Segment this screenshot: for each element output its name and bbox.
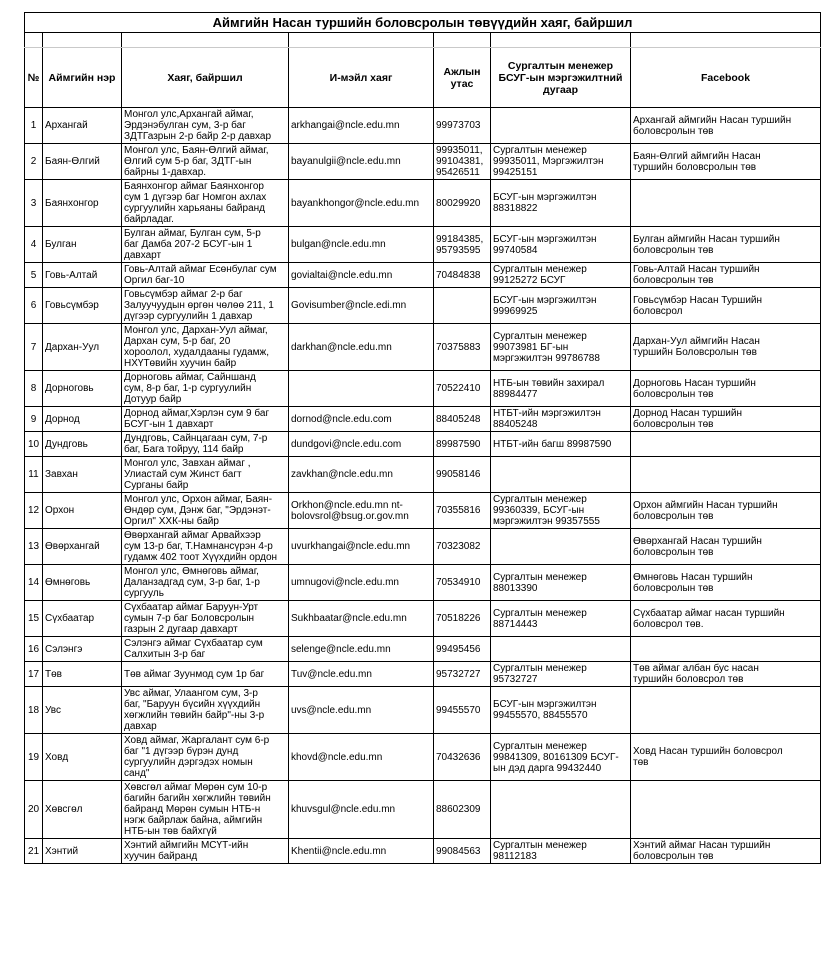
header-row bbox=[25, 48, 821, 108]
header-email: И-мэйл хаяг bbox=[289, 48, 434, 108]
cell-email: uvurkhangai@ncle.edu.mn bbox=[289, 529, 434, 565]
cell-no: 19 bbox=[25, 734, 43, 781]
cell-no: 9 bbox=[25, 407, 43, 432]
cell-no: 18 bbox=[25, 687, 43, 734]
cell-email: Khentii@ncle.edu.mn bbox=[289, 839, 434, 864]
cell-name: Ховд bbox=[43, 734, 122, 781]
table-row bbox=[25, 734, 821, 781]
cell-name: Хөвсгөл bbox=[43, 781, 122, 839]
cell-facebook bbox=[631, 781, 821, 839]
cell-name: Увс bbox=[43, 687, 122, 734]
cell-phone: 88405248 bbox=[434, 407, 491, 432]
cell-email: khuvsgul@ncle.edu.mn bbox=[289, 781, 434, 839]
cell-facebook: Ховд Насан туршийн боловсрол төв bbox=[631, 734, 821, 781]
table-row bbox=[25, 601, 821, 637]
cell-facebook bbox=[631, 432, 821, 457]
cell-phone: 70522410 bbox=[434, 371, 491, 407]
cell-facebook: Говь-Алтай Насан туршийн боловсролын төв bbox=[631, 263, 821, 288]
cell-email: bayankhongor@ncle.edu.mn bbox=[289, 180, 434, 227]
table-row bbox=[25, 288, 821, 324]
table-row bbox=[25, 687, 821, 734]
cell-manager: Сургалтын менежер 99360339, БСУГ-ын мэргэжилтэн 99357555 bbox=[491, 493, 631, 529]
cell-no: 16 bbox=[25, 637, 43, 662]
title-row bbox=[25, 13, 821, 33]
cell-no: 17 bbox=[25, 662, 43, 687]
cell-no: 11 bbox=[25, 457, 43, 493]
cell-address: Монгол улс, Өмнөговь аймаг, Даланзадгад сум, 3-р баг, 1-р сургууль bbox=[122, 565, 289, 601]
cell-email: bulgan@ncle.edu.mn bbox=[289, 227, 434, 263]
cell-email: dornod@ncle.edu.com bbox=[289, 407, 434, 432]
cell-address: Өвөрхангай аймаг Арвайхээр сум 13-р баг, Т.Намнансүрэн 4-р гудамж 402 тоот Хүүхдийн ордон bbox=[122, 529, 289, 565]
table-row bbox=[25, 324, 821, 371]
cell-address: Баянхонгор аймаг Баянхонгор сум 1 дүгээр баг Номгон ахлах сургуулийн харьяаны байранд байрладаг. bbox=[122, 180, 289, 227]
cell-manager: БСУГ-ын мэргэжилтэн 99969925 bbox=[491, 288, 631, 324]
table-row bbox=[25, 781, 821, 839]
cell-no: 21 bbox=[25, 839, 43, 864]
cell-name: Дорноговь bbox=[43, 371, 122, 407]
cell-name: Баян-Өлгий bbox=[43, 144, 122, 180]
spreadsheet bbox=[24, 12, 820, 864]
cell-name: Орхон bbox=[43, 493, 122, 529]
cell-email: selenge@ncle.edu.mn bbox=[289, 637, 434, 662]
cell-phone: 88602309 bbox=[434, 781, 491, 839]
cell-email: khovd@ncle.edu.mn bbox=[289, 734, 434, 781]
cell-name: Дорнод bbox=[43, 407, 122, 432]
cell-manager: Сургалтын менежер 88013390 bbox=[491, 565, 631, 601]
page-title: Аймгийн Насан туршийн боловсролын төвүүдийн хаяг, байршил bbox=[25, 13, 821, 33]
cell-facebook: Булган аймгийн Насан туршийн боловсролын төв bbox=[631, 227, 821, 263]
table-row bbox=[25, 144, 821, 180]
cell-name: Булган bbox=[43, 227, 122, 263]
cell-email: uvs@ncle.edu.mn bbox=[289, 687, 434, 734]
cell-phone: 99935011, 99104381, 95426511 bbox=[434, 144, 491, 180]
cell-manager: Сургалтын менежер 98112183 bbox=[491, 839, 631, 864]
cell-email: Orkhon@ncle.edu.mn nt- bolovsrol@bsug.or.gov.mn bbox=[289, 493, 434, 529]
cell-email: zavkhan@ncle.edu.mn bbox=[289, 457, 434, 493]
table-row bbox=[25, 457, 821, 493]
cell-manager: Сургалтын менежер 99935011, Мэргэжилтэн 99425151 bbox=[491, 144, 631, 180]
table-row bbox=[25, 263, 821, 288]
cell-address: Сүхбаатар аймаг Баруун-Урт сумын 7-р баг Боловсролын газрын 2 дугаар давхарт bbox=[122, 601, 289, 637]
table-row bbox=[25, 180, 821, 227]
cell-facebook: Сүхбаатар аймаг насан туршийн боловсрол төв. bbox=[631, 601, 821, 637]
cell-email bbox=[289, 371, 434, 407]
cell-manager bbox=[491, 781, 631, 839]
cell-email: umnugovi@ncle.edu.mn bbox=[289, 565, 434, 601]
cell-no: 20 bbox=[25, 781, 43, 839]
cell-address: Говьсүмбэр аймаг 2-р баг Залуучуудын өргөн чөлөө 211, 1 дүгээр сургуулийн 1 давхар bbox=[122, 288, 289, 324]
cell-no: 5 bbox=[25, 263, 43, 288]
cell-address: Монгол улс, Баян-Өлгий аймаг, Өлгий сум 5-р баг, ЗДТГ-ын байрны 1-давхар. bbox=[122, 144, 289, 180]
cell-phone: 95732727 bbox=[434, 662, 491, 687]
cell-address: Монгол улс, Дархан-Уул аймаг, Дархан сум, 5-р баг, 20 хороолол, худалдааны гудамж, НХҮТөвийн хуучин байр bbox=[122, 324, 289, 371]
cell-name: Хэнтий bbox=[43, 839, 122, 864]
cell-manager: НТБТ-ийн мэргэжилтэн 88405248 bbox=[491, 407, 631, 432]
cell-phone: 99973703 bbox=[434, 108, 491, 144]
cell-address: Ховд аймаг, Жаргалант сум 6-р баг "1 дүгээр бүрэн дунд сургуулийн дэргэдэх номын санд" bbox=[122, 734, 289, 781]
cell-no: 14 bbox=[25, 565, 43, 601]
cell-phone: 70375883 bbox=[434, 324, 491, 371]
cell-name: Говьсүмбэр bbox=[43, 288, 122, 324]
cell-no: 1 bbox=[25, 108, 43, 144]
table-row bbox=[25, 227, 821, 263]
cell-address: Хэнтий аймгийн МСҮТ-ийн хуучин байранд bbox=[122, 839, 289, 864]
cell-manager: Сургалтын менежер 99841309, 80161309 БСУГ- ын дэд дарга 99432440 bbox=[491, 734, 631, 781]
header-phone: Ажлын утас bbox=[434, 48, 491, 108]
cell-address: Төв аймаг Зуунмод сум 1р баг bbox=[122, 662, 289, 687]
table-row bbox=[25, 839, 821, 864]
cell-manager: НТБ-ын төвийн захирал 88984477 bbox=[491, 371, 631, 407]
header-facebook: Facebook bbox=[631, 48, 821, 108]
cell-email: govialtai@ncle.edu.mn bbox=[289, 263, 434, 288]
cell-name: Төв bbox=[43, 662, 122, 687]
cell-address: Хөвсгөл аймаг Мөрөн сум 10-р багийн багийн хөгжлийн төвийн байранд Мөрөн сумын НТБ-н нэгж байрлаж байна, аймгийн НТБ-ын төв байхгүй bbox=[122, 781, 289, 839]
cell-phone: 70518226 bbox=[434, 601, 491, 637]
cell-phone: 80029920 bbox=[434, 180, 491, 227]
cell-name: Сэлэнгэ bbox=[43, 637, 122, 662]
cell-manager bbox=[491, 637, 631, 662]
cell-address: Дорноговь аймаг, Сайншанд сум, 8-р баг, 1-р сургуулийн Дотуур байр bbox=[122, 371, 289, 407]
cell-manager: Сургалтын менежер 99073981 БГ-ын мэргэжилтэн 99786788 bbox=[491, 324, 631, 371]
cell-phone bbox=[434, 288, 491, 324]
cell-manager: БСУГ-ын мэргэжилтэн 99455570, 88455570 bbox=[491, 687, 631, 734]
cell-email: arkhangai@ncle.edu.mn bbox=[289, 108, 434, 144]
cell-email: darkhan@ncle.edu.mn bbox=[289, 324, 434, 371]
cell-address: Дундговь, Сайнцагаан сум, 7-р баг, Бага тойруу, 114 байр bbox=[122, 432, 289, 457]
cell-name: Говь-Алтай bbox=[43, 263, 122, 288]
cell-phone: 70484838 bbox=[434, 263, 491, 288]
table-row bbox=[25, 407, 821, 432]
cell-phone: 99184385, 95793595 bbox=[434, 227, 491, 263]
cell-manager: Сургалтын менежер 88714443 bbox=[491, 601, 631, 637]
cell-name: Дархан-Уул bbox=[43, 324, 122, 371]
cell-manager: НТБТ-ийн багш 89987590 bbox=[491, 432, 631, 457]
cell-facebook bbox=[631, 637, 821, 662]
cell-no: 13 bbox=[25, 529, 43, 565]
table-row bbox=[25, 108, 821, 144]
cell-manager: БСУГ-ын мэргэжилтэн 88318822 bbox=[491, 180, 631, 227]
table-row bbox=[25, 493, 821, 529]
cell-facebook bbox=[631, 457, 821, 493]
cell-no: 7 bbox=[25, 324, 43, 371]
header-address: Хаяг, байршил bbox=[122, 48, 289, 108]
cell-phone: 70534910 bbox=[434, 565, 491, 601]
cell-email: Tuv@ncle.edu.mn bbox=[289, 662, 434, 687]
table-row bbox=[25, 529, 821, 565]
cell-address: Монгол улс, Орхон аймаг, Баян- Өндөр сум, Дэнж баг, "Эрдэнэт- Оргил" ХХК-ны байр bbox=[122, 493, 289, 529]
cell-manager bbox=[491, 457, 631, 493]
cell-no: 3 bbox=[25, 180, 43, 227]
header-name: Аймгийн нэр bbox=[43, 48, 122, 108]
cell-facebook bbox=[631, 687, 821, 734]
cell-address: Сэлэнгэ аймаг Сүхбаатар сум Салхитын 3-р баг bbox=[122, 637, 289, 662]
cell-facebook: Дорнод Насан туршийн боловсролын төв bbox=[631, 407, 821, 432]
cell-email: Govisumber@ncle.edi.mn bbox=[289, 288, 434, 324]
cell-phone: 99455570 bbox=[434, 687, 491, 734]
cell-manager: БСУГ-ын мэргэжилтэн 99740584 bbox=[491, 227, 631, 263]
cell-facebook: Өвөрхангай Насан туршийн боловсролын төв bbox=[631, 529, 821, 565]
cell-email: dundgovi@ncle.edu.com bbox=[289, 432, 434, 457]
cell-manager bbox=[491, 108, 631, 144]
cell-no: 6 bbox=[25, 288, 43, 324]
table-row bbox=[25, 662, 821, 687]
cell-email: bayanulgii@ncle.edu.mn bbox=[289, 144, 434, 180]
cell-name: Завхан bbox=[43, 457, 122, 493]
cell-email: Sukhbaatar@ncle.edu.mn bbox=[289, 601, 434, 637]
header-manager: Сургалтын менежер БСУГ-ын мэргэжилтний дугаар bbox=[491, 48, 631, 108]
table-row bbox=[25, 637, 821, 662]
cell-facebook: Дорноговь Насан туршийн боловсролын төв bbox=[631, 371, 821, 407]
cell-facebook: Орхон аймгийн Насан туршийн боловсролын төв bbox=[631, 493, 821, 529]
table-row bbox=[25, 371, 821, 407]
table-row bbox=[25, 432, 821, 457]
cell-manager bbox=[491, 529, 631, 565]
cell-facebook bbox=[631, 180, 821, 227]
cell-name: Баянхонгор bbox=[43, 180, 122, 227]
cell-no: 2 bbox=[25, 144, 43, 180]
header-no: № bbox=[25, 48, 43, 108]
cell-facebook: Дархан-Уул аймгийн Насан туршийн Боловсролын төв bbox=[631, 324, 821, 371]
cell-phone: 89987590 bbox=[434, 432, 491, 457]
cell-phone: 99084563 bbox=[434, 839, 491, 864]
cell-address: Говь-Алтай аймаг Есөнбулаг сум Оргил баг-10 bbox=[122, 263, 289, 288]
cell-facebook: Баян-Өлгий аймгийн Насан туршийн боловсролын төв bbox=[631, 144, 821, 180]
spacer-row bbox=[25, 33, 821, 48]
cell-name: Өвөрхангай bbox=[43, 529, 122, 565]
cell-phone: 70432636 bbox=[434, 734, 491, 781]
cell-facebook: Өмнөговь Насан туршийн боловсролын төв bbox=[631, 565, 821, 601]
cell-facebook: Архангай аймгийн Насан туршийн боловсролын төв bbox=[631, 108, 821, 144]
cell-no: 4 bbox=[25, 227, 43, 263]
cell-manager: Сургалтын менежер 99125272 БСУГ bbox=[491, 263, 631, 288]
cell-address: Булган аймаг, Булган сум, 5-р баг Дамба 207-2 БСУГ-ын 1 давхарт bbox=[122, 227, 289, 263]
cell-address: Монгол улс,Архангай аймаг, Эрдэнэбулган сум, 3-р баг ЗДТГазрын 2-р байр 2-р давхар bbox=[122, 108, 289, 144]
cell-facebook: Төв аймаг албан бус насан туршийн боловсрол төв bbox=[631, 662, 821, 687]
cell-address: Увс аймаг, Улаангом сум, 3-р баг, "Баруун бүсийн хүүхдийн хөгжлийн төвийн байр"-ны 3-р давхар bbox=[122, 687, 289, 734]
cell-name: Сүхбаатар bbox=[43, 601, 122, 637]
cell-no: 15 bbox=[25, 601, 43, 637]
cell-facebook: Хэнтий аймаг Насан туршийн боловсролын төв bbox=[631, 839, 821, 864]
cell-address: Дорнод аймаг,Хэрлэн сум 9 баг БСУГ-ын 1 давхарт bbox=[122, 407, 289, 432]
cell-phone: 70355816 bbox=[434, 493, 491, 529]
table-row bbox=[25, 565, 821, 601]
cell-facebook: Говьсүмбэр Насан Туршийн боловсрол bbox=[631, 288, 821, 324]
cell-phone: 70323082 bbox=[434, 529, 491, 565]
cell-no: 8 bbox=[25, 371, 43, 407]
cell-name: Өмнөговь bbox=[43, 565, 122, 601]
cell-address: Монгол улс, Завхан аймаг , Улиастай сум Жинст багт Сурганы байр bbox=[122, 457, 289, 493]
cell-phone: 99495456 bbox=[434, 637, 491, 662]
cell-phone: 99058146 bbox=[434, 457, 491, 493]
cell-no: 12 bbox=[25, 493, 43, 529]
cell-no: 10 bbox=[25, 432, 43, 457]
cell-name: Дундговь bbox=[43, 432, 122, 457]
address-table bbox=[24, 12, 821, 864]
cell-manager: Сургалтын менежер 95732727 bbox=[491, 662, 631, 687]
cell-name: Архангай bbox=[43, 108, 122, 144]
